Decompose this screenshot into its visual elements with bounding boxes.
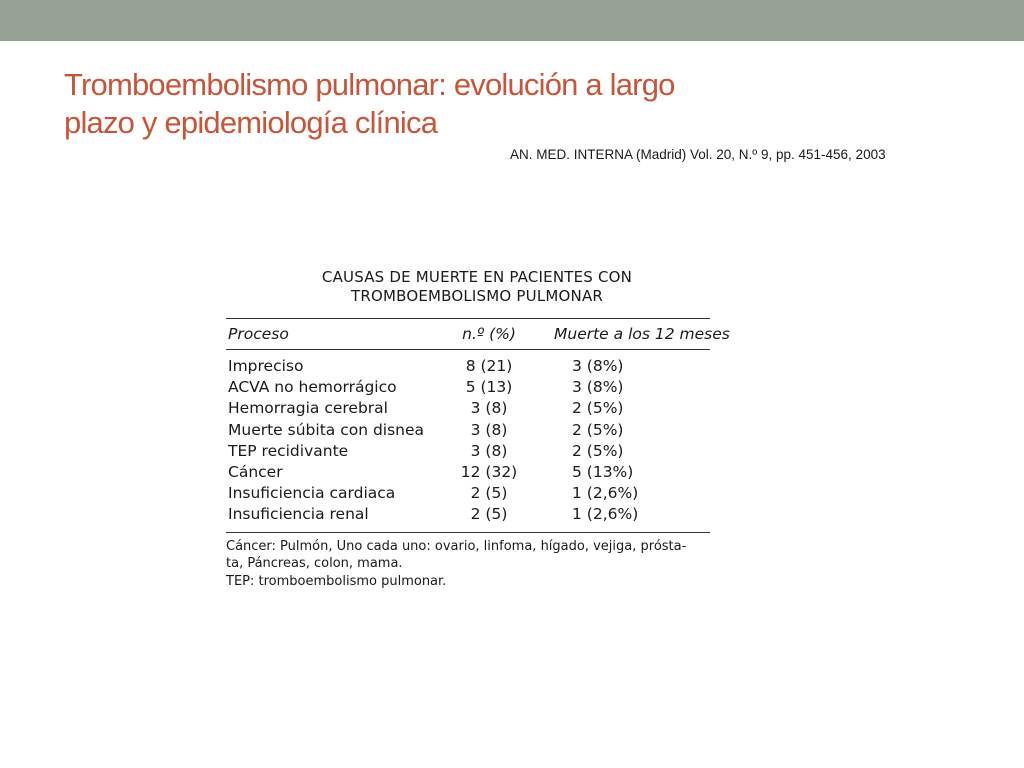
table-row [226, 398, 710, 419]
cell-count: 2 (5) [470, 505, 508, 524]
table-figure [226, 268, 730, 590]
table-title [226, 268, 710, 306]
cell-process: TEP recidivante [228, 441, 349, 460]
cell-count: 5 (13) [465, 378, 513, 397]
cell-count: 3 (8) [470, 399, 508, 418]
header-cell-process: Proceso [228, 325, 289, 343]
slide-title [64, 66, 824, 142]
slide-title-line-1: Tromboembolismo pulmonar: evolución a largo [64, 67, 675, 102]
cell-death-12m: 2 (5%) [572, 441, 624, 460]
table-row [226, 441, 710, 462]
cell-process: Muerte súbita con disnea [228, 420, 425, 439]
cell-process: Insuficiencia cardiaca [228, 484, 396, 503]
header-cell-death-12m: Muerte a los 12 meses [554, 325, 730, 343]
cell-process: Cáncer [228, 463, 283, 482]
cell-death-12m: 1 (2,6%) [572, 484, 639, 503]
cell-count: 12 (32) [460, 463, 518, 482]
slide-title-line-2: plazo y epidemiología clínica [64, 105, 438, 140]
cell-count: 3 (8) [470, 441, 508, 460]
table-row [226, 504, 710, 525]
footnote-line-1-text: Cáncer: Pulmón, Uno cada uno: ovario, linfoma, hígado, vejiga, próst [226, 538, 674, 554]
cell-process: ACVA no hemorrágico [228, 378, 397, 397]
table-title-line-2: TROMBOEMBOLISMO PULMONAR [350, 287, 604, 305]
footnote-line-2: ta, Páncreas, colon, mama. [226, 556, 403, 572]
table-row [226, 377, 710, 398]
table-body [226, 350, 710, 532]
header-cell-count: n.º (%) [462, 325, 516, 343]
cell-death-12m: 2 (5%) [572, 399, 624, 418]
table-row [226, 356, 710, 377]
table-row [226, 483, 710, 504]
footnote-line-1 [226, 538, 710, 556]
footnote-line-1-end: a- [673, 538, 687, 554]
cell-count: 2 (5) [470, 484, 508, 503]
cell-process: Hemorragia cerebral [228, 399, 388, 418]
table-row [226, 420, 710, 441]
table-footnote [226, 533, 710, 591]
cell-death-12m: 3 (8%) [572, 357, 624, 375]
table-header-row [226, 319, 730, 349]
cell-process: Impreciso [228, 357, 304, 375]
cell-process: Insuficiencia renal [228, 505, 369, 524]
table-title-line-1: CAUSAS DE MUERTE EN PACIENTES CON [321, 268, 633, 286]
cell-count: 3 (8) [470, 420, 508, 439]
cell-death-12m: 3 (8%) [572, 378, 624, 397]
table-row [226, 462, 710, 483]
footnote-line-3: TEP: tromboembolismo pulmonar. [226, 573, 447, 589]
cell-count: 8 (21) [465, 357, 513, 375]
citation: AN. MED. INTERNA (Madrid) Vol. 20, N.º 9, pp. 451-456, 2003 [510, 147, 886, 162]
top-bar [0, 0, 1024, 41]
cell-death-12m: 1 (2,6%) [572, 505, 639, 524]
cell-death-12m: 5 (13%) [572, 463, 634, 482]
cell-death-12m: 2 (5%) [572, 420, 624, 439]
